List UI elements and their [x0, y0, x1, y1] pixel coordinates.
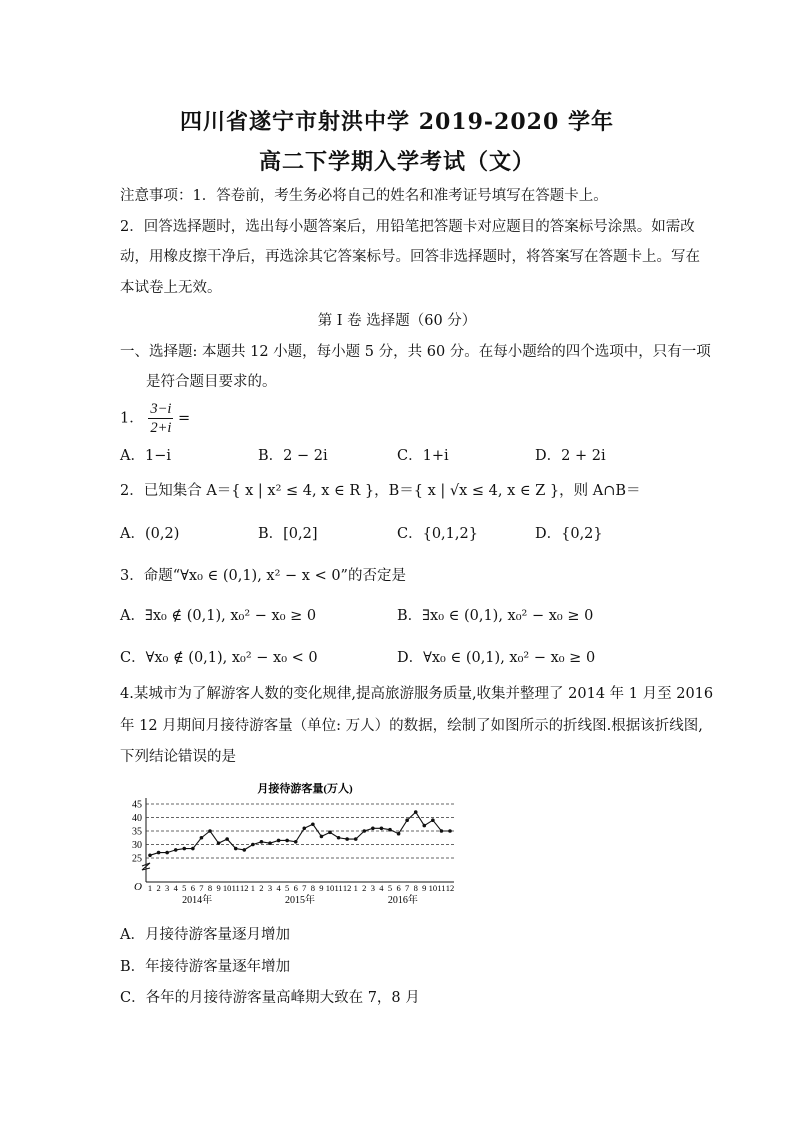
q1-option-d: D．2 + 2i [535, 448, 606, 464]
year-label: 2016年 [387, 895, 418, 906]
q1-option-b: B．2 − 2i [258, 448, 328, 464]
data-point [448, 829, 452, 833]
x-tick-label: 7 [199, 883, 204, 893]
x-tick-label: 10 [222, 883, 232, 893]
x-tick-label: 4 [276, 883, 281, 893]
data-point [277, 839, 281, 843]
data-point [397, 832, 401, 836]
data-point [380, 827, 384, 831]
x-tick-label: 5 [387, 883, 393, 893]
question-1-numerator: 3−i [150, 401, 172, 417]
x-tick-label: 2 [362, 883, 367, 893]
data-point [225, 837, 229, 841]
origin-label: O [134, 881, 142, 893]
x-tick-label: 7 [405, 883, 410, 893]
y-tick-label: 45 [132, 799, 142, 811]
q1-option-a: A．1−i [120, 448, 171, 464]
axis-break [142, 863, 150, 870]
question-1 [120, 400, 190, 437]
x-tick-label: 5 [285, 883, 290, 893]
section-heading: 第 I 卷 选择题（60 分） [317, 313, 477, 329]
data-point [208, 829, 212, 833]
x-tick-label: 3 [267, 883, 273, 893]
x-tick-label: 9 [216, 883, 221, 893]
x-tick-label: 10 [428, 883, 438, 893]
data-point [405, 818, 409, 822]
notice-line-4: 本试卷上无效。 [120, 280, 222, 296]
x-tick-label: 9 [422, 883, 427, 893]
data-point [268, 841, 272, 845]
x-tick-label: 2 [156, 883, 161, 893]
data-point [191, 847, 195, 851]
section-intro-line-2: 是符合题目要求的。 [146, 374, 277, 390]
x-tick-label: 8 [413, 883, 418, 893]
x-tick-label: 11 [231, 883, 240, 893]
paper-title-line2: 高二下学期入学考试（文） [258, 149, 535, 175]
data-point [328, 831, 332, 835]
q4-option-a: A．月接待游客量逐月增加 [120, 927, 290, 943]
x-tick-label: 8 [207, 883, 213, 893]
x-tick-label: 3 [165, 883, 170, 893]
x-tick-label: 5 [182, 883, 187, 893]
x-tick-label: 6 [190, 883, 195, 893]
q2-option-a: A．(0,2) [120, 526, 180, 542]
question-4-line-2: 年 12 月期间月接待游客量（单位: 万人）的数据，绘制了如图所示的折线图.根据该折线图, [120, 718, 703, 734]
question-1-number: 1． [120, 410, 144, 427]
data-point [260, 840, 264, 844]
y-tick-label: 25 [132, 853, 142, 865]
question-4-line-3: 下列结论错误的是 [120, 749, 236, 765]
data-point [320, 835, 324, 839]
x-tick-label: 12 [342, 883, 352, 893]
data-point [148, 854, 152, 858]
q2-option-d: D．{0,2} [535, 526, 603, 542]
data-point [362, 829, 366, 833]
q3-option-a: A．∃x₀ ∉ (0,1), x₀² − x₀ ≥ 0 [120, 608, 317, 624]
x-tick-label: 6 [293, 883, 298, 893]
data-point [157, 851, 161, 855]
data-point [251, 843, 255, 847]
visitor-line-chart [120, 780, 460, 910]
y-tick-label: 35 [132, 826, 142, 838]
q2-option-b: B．[0,2] [258, 526, 318, 542]
y-tick-label: 40 [132, 813, 142, 824]
x-tick-label: 12 [445, 883, 455, 893]
x-tick-label: 4 [173, 883, 178, 893]
data-point [431, 818, 435, 822]
data-point [234, 847, 238, 851]
x-tick-label: 6 [396, 883, 401, 893]
notice-line-3: 动，用橡皮擦干净后，再选涂其它答案标号。回答非选择题时，将答案写在答题卡上。写在 [120, 249, 700, 265]
paper-title-line1: 四川省遂宁市射洪中学 2019-2020 学年 [180, 109, 614, 135]
data-point [371, 827, 375, 831]
notice-line-1: 注意事项：1．答卷前，考生务必将自己的姓名和准考证号填写在答题卡上。 [120, 188, 608, 204]
x-tick-label: 11 [437, 883, 446, 893]
x-tick-label: 10 [325, 883, 335, 893]
section-intro-line-1: 一、选择题: 本题共 12 小题，每小题 5 分，共 60 分。在每小题给的四个选项中，只有一项 [120, 344, 711, 360]
question-3-stem: 3．命题“∀x₀ ∈ (0,1), x² − x < 0”的否定是 [120, 568, 406, 584]
data-point [165, 851, 169, 855]
data-point [200, 836, 204, 840]
question-1-fraction [148, 400, 173, 437]
q4-option-c: C．各年的月接待游客量高峰期大致在 7，8 月 [120, 990, 420, 1006]
question-4-line-1: 4.某城市为了解游客人数的变化规律,提高旅游服务质量,收集并整理了 2014 年 1 月至 2016 [120, 686, 714, 702]
q3-option-b: B．∃x₀ ∈ (0,1), x₀² − x₀ ≥ 0 [397, 608, 594, 624]
data-point [182, 847, 186, 851]
data-point [337, 836, 341, 840]
year-label: 2014年 [182, 895, 213, 906]
x-tick-label: 1 [147, 883, 153, 893]
data-point [285, 839, 289, 843]
data-point [354, 837, 358, 841]
data-point [414, 810, 418, 814]
data-point [422, 824, 426, 828]
notice-line-2: 2．回答选择题时，选出每小题答案后，用铅笔把答题卡对应题目的答案标号涂黑。如需改 [120, 219, 695, 235]
data-point [388, 828, 392, 832]
data-point [345, 837, 349, 841]
q3-option-d: D．∀x₀ ∈ (0,1), x₀² − x₀ ≥ 0 [397, 650, 596, 666]
x-tick-label: 4 [379, 883, 384, 893]
data-point [217, 841, 221, 845]
series-line [150, 812, 450, 855]
data-point [174, 848, 178, 852]
q1-option-c: C．1+i [397, 448, 449, 464]
question-2-stem: 2．已知集合 A＝{ x | x² ≤ 4, x ∈ R }，B＝{ x | √x ≤ 4, x ∈ Z }，则 A∩B＝ [120, 483, 641, 499]
x-tick-label: 7 [302, 883, 307, 893]
question-1-equals: = [178, 410, 191, 427]
x-tick-label: 3 [370, 883, 375, 893]
x-tick-label: 8 [310, 883, 315, 893]
data-point [242, 848, 246, 852]
q2-option-c: C．{0,1,2} [397, 526, 478, 542]
data-point [440, 829, 444, 833]
x-tick-label: 2 [259, 883, 264, 893]
data-point [311, 822, 315, 826]
year-label: 2015年 [285, 895, 315, 906]
chart-title: 月接待游客量(万人) [257, 783, 353, 795]
data-point [294, 840, 298, 844]
x-tick-label: 1 [353, 883, 358, 893]
q3-option-c: C．∀x₀ ∉ (0,1), x₀² − x₀ < 0 [120, 650, 318, 666]
x-tick-label: 12 [240, 883, 249, 893]
data-point [302, 827, 306, 831]
x-tick-label: 11 [334, 883, 343, 893]
question-1-denominator: 2+i [150, 420, 172, 436]
x-tick-label: 1 [250, 883, 255, 893]
x-tick-label: 9 [319, 883, 324, 893]
y-tick-label: 30 [132, 840, 142, 851]
q4-option-b: B．年接待游客量逐年增加 [120, 959, 291, 975]
